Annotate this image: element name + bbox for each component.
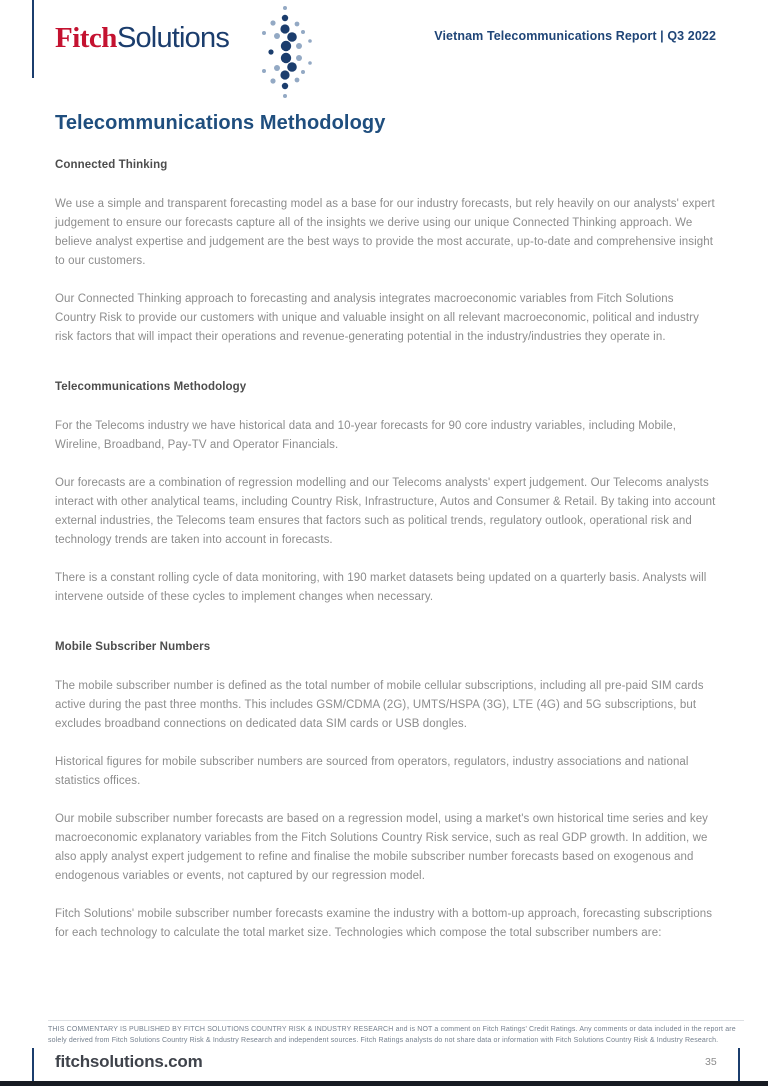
paragraph: Fitch Solutions' mobile subscriber number forecasts examine the industry with a bottom-up approach, forecasting subscriptions for each technology to calculate the total market size. Technologies which compose the total subscriber numbers are:	[55, 908, 713, 939]
paragraph: We use a simple and transparent forecasting model as a base for our industry forecasts, but rely heavily on our analysts' expert judgement to ensure our forecasts capture all of the insights we derive using our unique Connected Thinking approach. We believe analyst expertise and judgement are the best ways to provide the most accurate, up-to-date and comprehensive insight to our customers.	[55, 198, 715, 267]
logo-starburst-icon	[250, 3, 322, 99]
fitch-solutions-logo	[55, 22, 229, 55]
paragraph: For the Telecoms industry we have historical data and 10-year forecasts for 90 core industry variables, including Mobile, Wireline, Broadband, Pay-TV and Operator Financials.	[55, 420, 677, 451]
page-title: Telecommunications Methodology	[55, 112, 386, 134]
footer-divider	[48, 1020, 744, 1021]
paragraph: The mobile subscriber number is defined as the total number of mobile cellular subscriptions, including all pre-paid SIM cards active during the past three months. This includes GSM/CDMA (2G), UMTS/HSPA (3G), LTE (4G) and 5G subscriptions, but excludes broadband connections on dedicated data SIM cards or USB dongles.	[55, 680, 704, 730]
section-heading-connected-thinking: Connected Thinking	[55, 159, 168, 171]
section-heading-mobile-subscriber-numbers: Mobile Subscriber Numbers	[55, 641, 211, 653]
section-heading-telecoms-methodology: Telecommunications Methodology	[55, 381, 247, 393]
page-footer	[0, 1020, 768, 1086]
footer-website-link[interactable]: fitchsolutions.com	[55, 1052, 203, 1071]
paragraph: Our forecasts are a combination of regression modelling and our Telecoms analysts' expert judgement. Our Telecoms analysts interact with other analytical teams, including Country Risk, Infrastructure, Autos and Consumer & Retail. By taking into account external industries, the Telecoms team ensures that factors such as political trends, regulatory outlook, operational risk and technology trends are taken into account in forecasts.	[55, 477, 716, 546]
footer-disclaimer: THIS COMMENTARY IS PUBLISHED BY FITCH SOLUTIONS COUNTRY RISK & INDUSTRY RESEARCH and is NOT a comment on Fitch Ratings' Credit Ratings. Any comments or data included in the report are solely derived from Fitch Solutions Country Risk & Industry Research and independent sources. Fitch Ratings analysts do not share data or information with Fitch Solutions Country Risk & Industry Research.	[48, 1026, 736, 1044]
bottom-edge-bar	[0, 1081, 768, 1086]
header-accent-bar	[32, 0, 34, 78]
paragraph: There is a constant rolling cycle of data monitoring, with 190 market datasets being updated on a quarterly basis. Analysts will intervene outside of these cycles to implement changes when necessary.	[55, 572, 707, 603]
paragraph: Our Connected Thinking approach to forecasting and analysis integrates macroeconomic variables from Fitch Solutions Country Risk to provide our customers with unique and valuable insight on all relevant macroeconomic, political and industry risk factors that will impact their operations and revenue-generating potential in the industry/industries they operate in.	[55, 293, 699, 343]
paragraph: Historical figures for mobile subscriber numbers are sourced from operators, regulators, industry associations and national statistics offices.	[55, 756, 689, 787]
logo-fitch-text: Fitch	[55, 22, 117, 54]
paragraph: Our mobile subscriber number forecasts are based on a regression model, using a market's own historical time series and key macroeconomic explanatory variables from the Fitch Solutions Country Risk service, such as real GDP growth. In addition, we also apply analyst expert judgement to refine and finalise the mobile subscriber number forecasts based on exogenous and endogenous variables or events, not captured by our regression model.	[55, 813, 709, 882]
logo-solutions-text: Solutions	[116, 22, 230, 54]
document-body	[55, 112, 716, 962]
report-title: Vietnam Telecommunications Report | Q3 2022	[434, 29, 716, 43]
page-header	[55, 0, 716, 90]
page-number: 35	[705, 1056, 717, 1068]
